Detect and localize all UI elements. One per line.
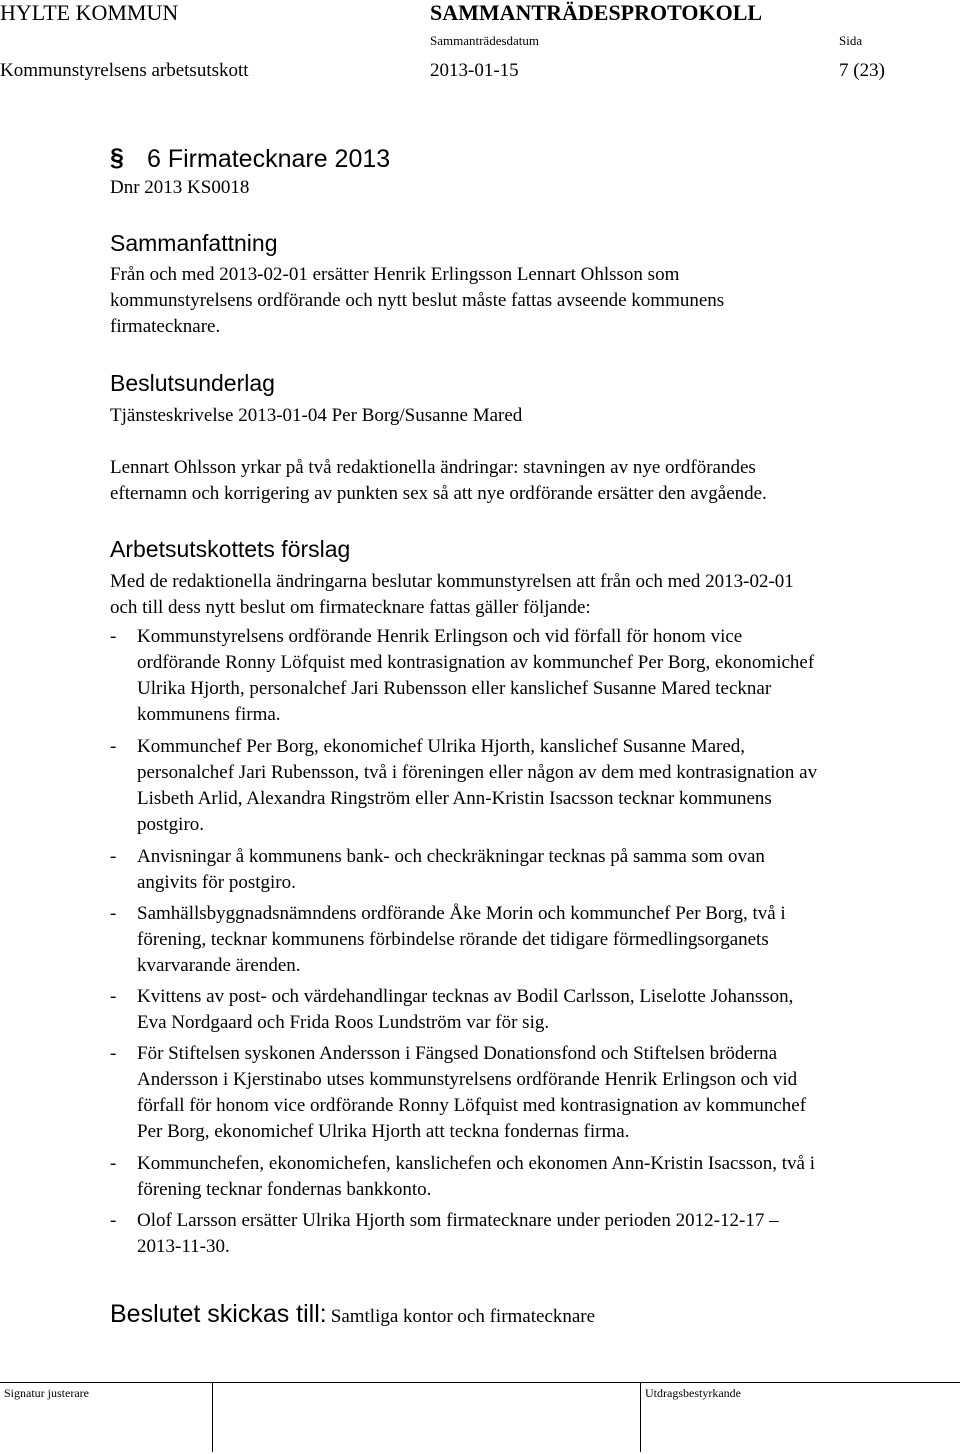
proposal-item <box>110 1041 940 1145</box>
proposal-item-line: Kommunstyrelsens ordförande Henrik Erlingson och vid förfall för honom vice <box>137 626 743 647</box>
basis-text: Tjänsteskrivelse 2013-01-04 Per Borg/Susanne Mared <box>110 405 523 426</box>
page-number: 7 (23) <box>839 60 885 81</box>
list-dash: - <box>110 1043 117 1064</box>
proposal-intro-line: Med de redaktionella ändringarna beslutar kommunstyrelsen att från och med 2013-02-01 <box>110 571 794 592</box>
list-dash: - <box>110 1210 117 1231</box>
summary-line: Från och med 2013-02-01 ersätter Henrik Erlingsson Lennart Ohlsson som <box>110 264 680 285</box>
list-dash: - <box>110 1153 117 1174</box>
proposal-item <box>110 901 940 979</box>
proposal-item-line: Kommunchef Per Borg, ekonomichef Ulrika Hjorth, kanslichef Susanne Mared, <box>137 736 746 757</box>
proposal-item-line: Kvittens av post- och värdehandlingar tecknas av Bodil Carlsson, Liselotte Johansson, <box>137 986 794 1007</box>
sent-to-value: Samtliga kontor och firmatecknare <box>330 1306 596 1327</box>
committee-name: Kommunstyrelsens arbetsutskott <box>0 60 249 81</box>
proposal-item <box>110 624 940 728</box>
proposal-intro-line: och till dess nytt beslut om firmatecknare fattas gäller följande: <box>110 597 591 618</box>
proposal-item-line: kommunens firma. <box>137 704 281 725</box>
date-label: Sammanträdesdatum <box>430 33 540 48</box>
proposal-item-line: 2013-11-30. <box>137 1236 230 1257</box>
proposal-item-line: angivits för postgiro. <box>137 872 296 893</box>
motion-line: Lennart Ohlsson yrkar på två redaktionella ändringar: stavningen av nye ordförandes <box>110 457 756 478</box>
proposal-item-line: Samhällsbyggnadsnämndens ordförande Åke Morin och kommunchef Per Borg, två i <box>137 903 786 924</box>
summary-heading: Sammanfattning <box>110 230 278 256</box>
proposal-item-line: Ulrika Hjorth, personalchef Jari Rubensson eller kanslichef Susanne Mared tecknar <box>137 678 772 699</box>
section-symbol: § <box>110 144 124 172</box>
proposal-item-line: postgiro. <box>137 814 205 835</box>
list-dash: - <box>110 736 117 757</box>
proposal-list <box>110 624 940 1260</box>
list-dash: - <box>110 626 117 647</box>
document-type: SAMMANTRÄDESPROTOKOLL <box>430 0 763 25</box>
proposal-item-line: Per Borg, ekonomichef Ulrika Hjorth att teckna fondernas firma. <box>137 1121 630 1142</box>
motion-line: efternamn och korrigering av punkten sex så att nye ordförande ersätter den avgående. <box>110 483 767 504</box>
footer-column-divider <box>212 1382 213 1452</box>
extract-label: Utdragsbestyrkande <box>645 1386 741 1400</box>
proposal-item <box>110 844 940 896</box>
proposal-item-line: Olof Larsson ersätter Ulrika Hjorth som firmatecknare under perioden 2012-12-17 – <box>137 1210 779 1231</box>
basis-heading: Beslutsunderlag <box>110 370 275 396</box>
proposal-item-line: kvarvarande ärenden. <box>137 955 301 976</box>
proposal-item-line: För Stiftelsen syskonen Andersson i Fängsed Donationsfond och Stiftelsen bröderna <box>137 1043 778 1064</box>
proposal-item-line: Kommunchefen, ekonomichefen, kanslichefen och ekonomen Ann-Kristin Isacsson, två i <box>137 1153 816 1174</box>
proposal-item-line: förfall för honom vice ordförande Ronny Löfquist med kontrasignation av kommunchef <box>137 1095 807 1116</box>
proposal-heading: Arbetsutskottets förslag <box>110 536 351 562</box>
sent-to <box>110 1300 595 1329</box>
motion-text <box>110 455 950 507</box>
proposal-item-line: personalchef Jari Rubensson, två i föreningen eller någon av dem med kontrasignation av <box>137 762 818 783</box>
proposal-item <box>110 1151 940 1203</box>
list-dash: - <box>110 903 117 924</box>
proposal-item <box>110 1208 940 1260</box>
proposal-item-line: Andersson i Kjerstinabo utses kommunstyrelsens ordförande Henrik Erlingson och vid <box>137 1069 798 1090</box>
footer-column-divider <box>640 1382 641 1452</box>
sent-to-label: Beslutet skickas till: <box>110 1300 327 1328</box>
item-title: 6 Firmatecknare 2013 <box>147 145 391 173</box>
proposal-item-line: ordförande Ronny Löfquist med kontrasignation av kommunchef Per Borg, ekonomichef <box>137 652 815 673</box>
proposal-item-line: Eva Nordgaard och Frida Roos Lundström var för sig. <box>137 1012 550 1033</box>
summary-line: firmatecknare. <box>110 316 221 337</box>
summary-text <box>110 262 940 340</box>
proposal-item-line: Anvisningar å kommunens bank- och checkräkningar tecknas på samma som ovan <box>137 846 765 867</box>
proposal-intro <box>110 569 950 621</box>
proposal-item <box>110 984 940 1036</box>
summary-line: kommunstyrelsens ordförande och nytt beslut måste fattas avseende kommunens <box>110 290 725 311</box>
list-dash: - <box>110 986 117 1007</box>
proposal-item-line: förening, tecknar kommunens förbindelse rörande det tidigare förmedlingsorganets <box>137 929 769 950</box>
proposal-item <box>110 734 940 838</box>
proposal-item-line: förening tecknar fondernas bankkonto. <box>137 1179 432 1200</box>
proposal-item-line: Lisbeth Arlid, Alexandra Ringström eller Ann-Kristin Isacsson tecknar kommunens <box>137 788 772 809</box>
page-label: Sida <box>839 33 863 48</box>
footer-divider <box>0 1382 960 1383</box>
signature-label: Signatur justerare <box>4 1386 89 1400</box>
list-dash: - <box>110 846 117 867</box>
org-name: HYLTE KOMMUN <box>0 0 179 25</box>
item-dnr: Dnr 2013 KS0018 <box>110 177 250 198</box>
meeting-date: 2013-01-15 <box>430 60 519 81</box>
